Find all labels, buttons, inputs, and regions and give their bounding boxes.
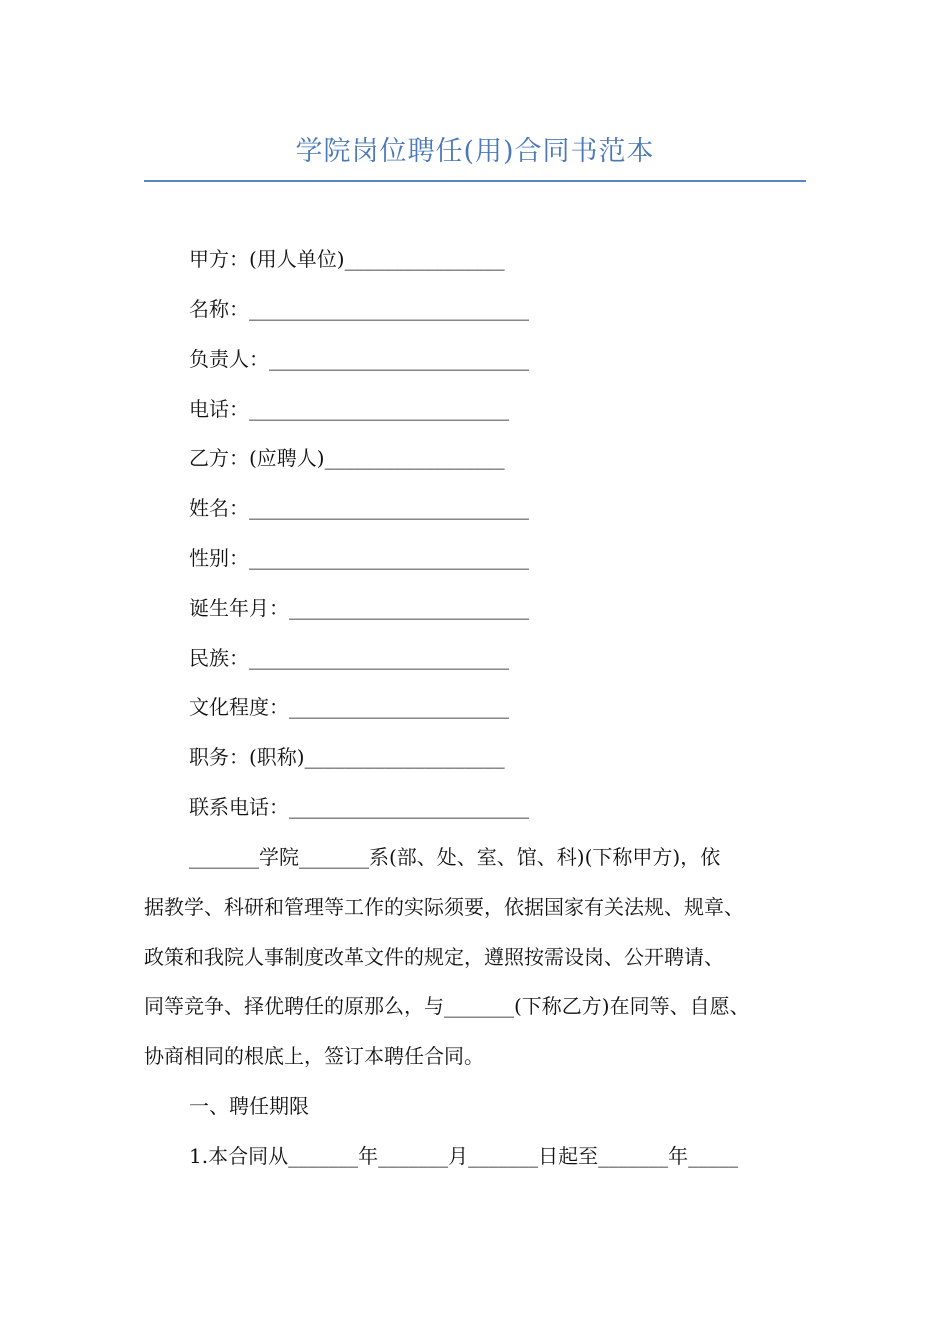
section-heading: 一、聘任期限 [189, 1094, 309, 1118]
field-responsible-person: 负责人：__________________________ [189, 347, 529, 371]
paragraph-line: 协商相同的根底上，签订本聘任合同。 [144, 1044, 484, 1068]
field-party-b: 乙方：(应聘人)__________________ [189, 446, 505, 470]
field-phone: 电话：__________________________ [189, 397, 509, 421]
field-gender: 性别：____________________________ [189, 546, 529, 570]
field-full-name: 姓名：____________________________ [189, 496, 529, 520]
field-position: 职务：(职称)____________________ [189, 745, 505, 769]
field-name: 名称：____________________________ [189, 297, 529, 321]
paragraph-line: 政策和我院人事制度改革文件的规定，遵照按需设岗、公开聘请、 [144, 945, 724, 969]
clause-text: 1.本合同从_______年_______月_______日起至_______年_____ [189, 1144, 739, 1168]
field-education: 文化程度：______________________ [189, 695, 509, 719]
paragraph-line: 据教学、科研和管理等工作的实际须要，依据国家有关法规、规章、 [144, 895, 744, 919]
document-title: 学院岗位聘任(用)合同书范本 [295, 136, 655, 167]
field-contact-phone: 联系电话：________________________ [189, 795, 529, 819]
field-party-a: 甲方：(用人单位)________________ [189, 247, 505, 271]
paragraph-line: _______学院_______系(部、处、室、馆、科)(下称甲方)，依 [189, 845, 721, 869]
title-divider [144, 180, 806, 182]
field-ethnicity: 民族：__________________________ [189, 646, 509, 670]
paragraph-line: 同等竞争、择优聘任的原那么，与_______(下称乙方)在同等、自愿、 [144, 994, 750, 1018]
field-birth-date: 诞生年月：________________________ [189, 596, 529, 620]
